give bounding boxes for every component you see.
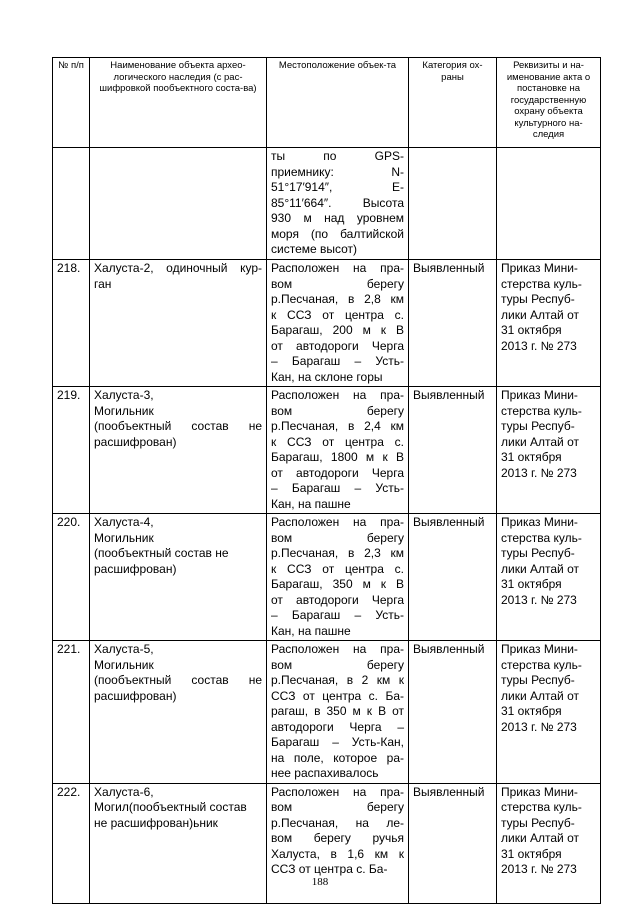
cell-number: 220. [53,514,90,641]
location-line: – Барагаш – Усть- [271,608,404,622]
location-line: 51°17′914″, Е- [271,180,404,194]
location-line: вом берегу [271,276,404,291]
act-line: Приказ Мини- [501,261,578,275]
header-object-name: Наименование объекта архео-логического наследия (с рас-шифровкой пообъектного соста-ва) [90,58,267,148]
act-line: стерства куль- [501,276,582,291]
name-line: (пообъектный состав не [94,419,262,433]
table-row [53,641,601,784]
heritage-register-table [52,57,601,904]
location-line: Расположен на пра- [271,642,404,656]
cell-object-name [90,514,267,641]
act-line: туры Респуб- [501,419,575,433]
name-line: (пообъектный состав не [94,673,262,687]
location-line: ССЗ от центра с. Ба- [271,862,388,876]
name-line: расшифрован) [94,688,177,703]
act-line: 31 октября [501,450,562,464]
act-line: 2013 г. № 273 [501,719,577,734]
act-line: стерства куль- [501,800,582,814]
act-line: стерства куль- [501,403,582,418]
location-line: вом берегу [271,657,404,672]
location-line: р.Песчаная, в 2,8 км [271,292,404,306]
location-line: 930 м над уровнем [271,211,404,225]
location-line: ты по GPS- [271,149,404,163]
location-line: Барагаш, 200 м к В [271,323,404,337]
header-row [53,58,601,148]
table-row [53,387,601,514]
name-line: не расшифрован)ьник [94,815,218,830]
header-category: Категория ох-раны [409,58,497,148]
name-line: Могильник [94,403,154,418]
cell-number: 222. [53,783,90,903]
act-line: стерства куль- [501,657,582,672]
cell-object-name [90,148,267,260]
act-line: Приказ Мини- [501,642,578,656]
act-line: лики Алтай от [501,307,579,322]
name-line: Халуста-3, [94,388,154,402]
cell-category: Выявленный [409,260,497,387]
act-line: лики Алтай от [501,831,579,845]
location-line: Расположен на пра- [271,261,404,275]
name-line: расшифрован) [94,561,177,576]
table-row [53,514,601,641]
cell-category [409,148,497,260]
location-line: вом берегу [271,530,404,545]
act-line: 2013 г. № 273 [501,338,577,353]
page-number: 188 [311,876,329,888]
location-line: Расположен на пра- [271,388,404,402]
location-line: Расположен на пра- [271,784,404,799]
name-line: Могил(пообъектный состав [94,800,247,814]
cell-object-name [90,260,267,387]
location-line: от автодороги Черга [271,338,404,353]
cell-act-details [497,260,601,387]
cell-location [267,148,409,260]
location-line: Барагаш – Усть-Кан, [271,735,404,749]
location-line: от автодороги Черга [271,592,404,607]
location-line: р.Песчаная, на ле- [271,815,404,830]
act-line: 31 октября [501,577,562,591]
location-line: р.Песчаная, в 2,4 км [271,419,404,433]
table-row [53,260,601,387]
act-line: лики Алтай от [501,688,579,703]
cell-number: 219. [53,387,90,514]
act-line: туры Респуб- [501,546,575,560]
cell-location [267,387,409,514]
name-line: Халуста-2, одиночный кур- [94,261,262,275]
location-line: Кан, на склоне горы [271,369,383,384]
act-line: 2013 г. № 273 [501,592,577,607]
cell-number: 221. [53,641,90,784]
act-line: 31 октября [501,323,562,337]
location-line: Барагаш, 1800 м к В [271,450,404,464]
cell-act-details [497,387,601,514]
name-line: Халуста-6, [94,784,154,799]
location-line: р.Песчаная, в 2,3 км [271,546,404,560]
act-line: 31 октября [501,704,562,718]
cell-number [53,148,90,260]
location-line: Кан, на пашне [271,496,351,511]
name-line: Могильник [94,530,154,545]
cell-location [267,514,409,641]
location-line: Расположен на пра- [271,515,404,529]
location-line: Барагаш, 350 м к В [271,577,404,591]
location-line: нее распахивалось [271,766,379,780]
act-line: лики Алтай от [501,561,579,576]
act-line: туры Респуб- [501,815,575,830]
cell-location [267,641,409,784]
location-line: Кан, на пашне [271,623,351,638]
act-line: 31 октября [501,846,562,861]
cell-act-details [497,148,601,260]
header-location: Местоположение объек-та [267,58,409,148]
cell-category: Выявленный [409,514,497,641]
cell-object-name [90,387,267,514]
act-line: 2013 г. № 273 [501,465,577,480]
name-line: ган [94,276,112,291]
continued-row [53,148,601,260]
location-line: рагаш, в 350 м к В от [271,704,404,718]
location-line: вом берегу ручья [271,831,404,845]
location-line: – Барагаш – Усть- [271,354,404,368]
cell-location [267,260,409,387]
name-line: расшифрован) [94,434,177,449]
location-line: от автодороги Черга [271,465,404,480]
location-line: – Барагаш – Усть- [271,481,404,495]
location-line: приемнику: N- [271,164,404,179]
cell-category: Выявленный [409,641,497,784]
location-line: ССЗ от центра с. Ба- [271,688,404,703]
location-line: р.Песчаная, в 2 км к [271,673,404,687]
location-line: Халуста, в 1,6 км к [271,846,404,861]
location-line: моря (по балтийской [271,226,404,241]
cell-act-details [497,514,601,641]
location-line: автодороги Черга – [271,719,404,734]
act-line: Приказ Мини- [501,515,578,529]
location-line: системе высот) [271,242,358,256]
location-line: к ССЗ от центра с. [271,561,404,576]
act-line: туры Респуб- [501,673,575,687]
act-line: Приказ Мини- [501,388,578,402]
name-line: Могильник [94,657,154,672]
location-line: 85°11′664″. Высота [271,195,404,210]
location-line: к ССЗ от центра с. [271,307,404,322]
act-line: 2013 г. № 273 [501,862,577,876]
cell-category: Выявленный [409,783,497,903]
cell-number: 218. [53,260,90,387]
cell-category: Выявленный [409,387,497,514]
location-line: к ССЗ от центра с. [271,434,404,449]
header-number: № п/п [53,58,90,148]
location-line: вом берегу [271,800,404,814]
name-line: Халуста-5, [94,642,154,656]
cell-object-name [90,641,267,784]
name-line: Халуста-4, [94,515,154,529]
location-line: вом берегу [271,403,404,418]
act-line: Приказ Мини- [501,784,578,799]
cell-act-details [497,641,601,784]
location-line: на поле, которое ра- [271,750,404,765]
header-act-details: Реквизиты и на-именование акта о постановке на государственную охрану объекта культурного на-следия [497,58,601,148]
name-line: (пообъектный состав не [94,546,229,560]
act-line: туры Респуб- [501,292,575,306]
act-line: лики Алтай от [501,434,579,449]
act-line: стерства куль- [501,530,582,545]
